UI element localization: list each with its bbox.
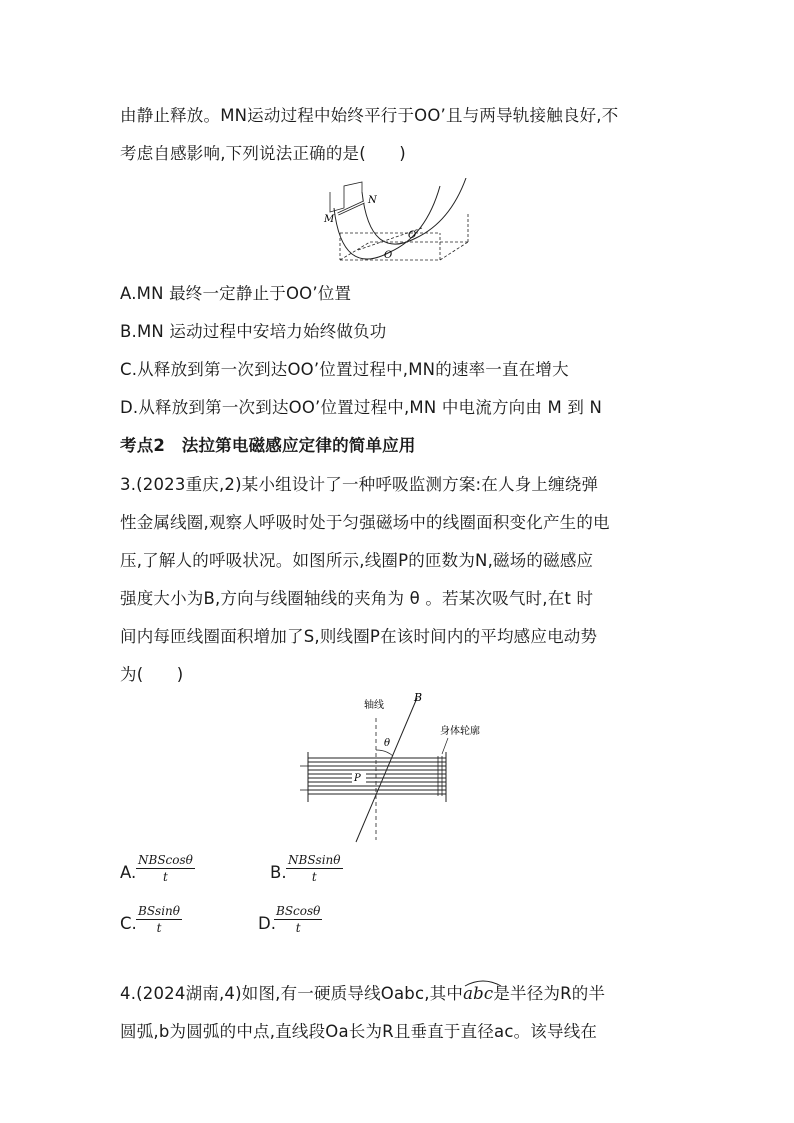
q3-option-b-denominator: t bbox=[311, 870, 317, 884]
q3-line-1: 3.(2023重庆,2)某小组设计了一种呼吸监测方案:在人身上缠绕弹 bbox=[120, 475, 599, 494]
q2-rail-figure bbox=[322, 178, 478, 264]
q2-label-n: N bbox=[368, 195, 377, 206]
q4-line-1 bbox=[120, 983, 605, 1005]
q3-option-d-denominator: t bbox=[295, 921, 301, 935]
q2-stem-line-1: 由静止释放。MN运动过程中始终平行于OO’且与两导轨接触良好,不 bbox=[120, 106, 619, 125]
q3-option-d-numerator: BScosθ bbox=[276, 904, 321, 918]
q3-option-d-label: D. bbox=[258, 914, 276, 933]
q4-arc-abc bbox=[463, 983, 493, 1005]
q3-option-a-label: A. bbox=[120, 863, 137, 882]
q2-option-d: D.从释放到第一次到达OO’位置过程中,MN 中电流方向由 M 到 N bbox=[120, 398, 603, 417]
q2-label-o-prime: O′ bbox=[408, 230, 419, 241]
q3-option-a-numerator: NBScosθ bbox=[138, 853, 193, 867]
q3-line-2: 性金属线圈,观察人呼吸时处于匀强磁场中的线圈面积变化产生的电 bbox=[120, 513, 610, 532]
q3-label-p: P bbox=[354, 773, 361, 784]
q4-arc-text: abc bbox=[463, 984, 494, 1003]
q3-line-6: 为( ) bbox=[120, 665, 184, 684]
q4-arc-mark bbox=[463, 979, 503, 987]
q3-line-5: 间内每匝线圈面积增加了S,则线圈P在该时间内的平均感应电动势 bbox=[120, 627, 598, 646]
q3-label-axis: 轴线 bbox=[364, 700, 384, 711]
q3-line-3: 压,了解人的呼吸状况。如图所示,线圈P的匝数为N,磁场的磁感应 bbox=[120, 551, 594, 570]
q4-line-2: 圆弧,b为圆弧的中点,直线段Oa长为R且垂直于直径ac。该导线在 bbox=[120, 1022, 598, 1041]
q3-line-4: 强度大小为B,方向与线圈轴线的夹角为 θ 。若某次吸气时,在t 时 bbox=[120, 589, 594, 608]
q3-option-c-numerator: BSsinθ bbox=[138, 904, 180, 918]
q3-option-a-fraction bbox=[136, 852, 195, 885]
q2-label-o: O bbox=[384, 250, 393, 261]
q3-option-c-fraction bbox=[136, 903, 182, 936]
q2-option-a: A.MN 最终一定静止于OO’位置 bbox=[120, 284, 352, 303]
q3-label-body: 身体轮廓 bbox=[440, 726, 480, 737]
q3-option-b-fraction bbox=[286, 852, 343, 885]
q4-line-1-part-b: 是半径为R的半 bbox=[493, 984, 606, 1003]
q3-coil-figure bbox=[296, 690, 504, 848]
q2-option-b: B.MN 运动过程中安培力始终做负功 bbox=[120, 322, 387, 341]
q3-option-a-denominator: t bbox=[163, 870, 168, 884]
q3-option-b-label: B. bbox=[270, 863, 287, 882]
q2-label-m: M bbox=[324, 214, 335, 225]
q3-label-b: B bbox=[414, 691, 423, 704]
q2-option-c: C.从释放到第一次到达OO’位置过程中,MN的速率一直在增大 bbox=[120, 360, 569, 379]
q3-option-b-numerator: NBSsinθ bbox=[288, 853, 341, 867]
section-heading: 考点2 法拉第电磁感应定律的简单应用 bbox=[120, 436, 416, 455]
q3-option-c-denominator: t bbox=[156, 921, 162, 935]
q3-label-theta: θ bbox=[384, 738, 391, 749]
q3-option-c-label: C. bbox=[120, 914, 137, 933]
q2-stem-line-2: 考虑自感影响,下列说法正确的是( ) bbox=[120, 144, 406, 163]
q3-option-d-fraction bbox=[274, 903, 322, 936]
q4-line-1-part-a: 4.(2024湖南,4)如图,有一硬质导线Oabc,其中 bbox=[120, 984, 464, 1003]
